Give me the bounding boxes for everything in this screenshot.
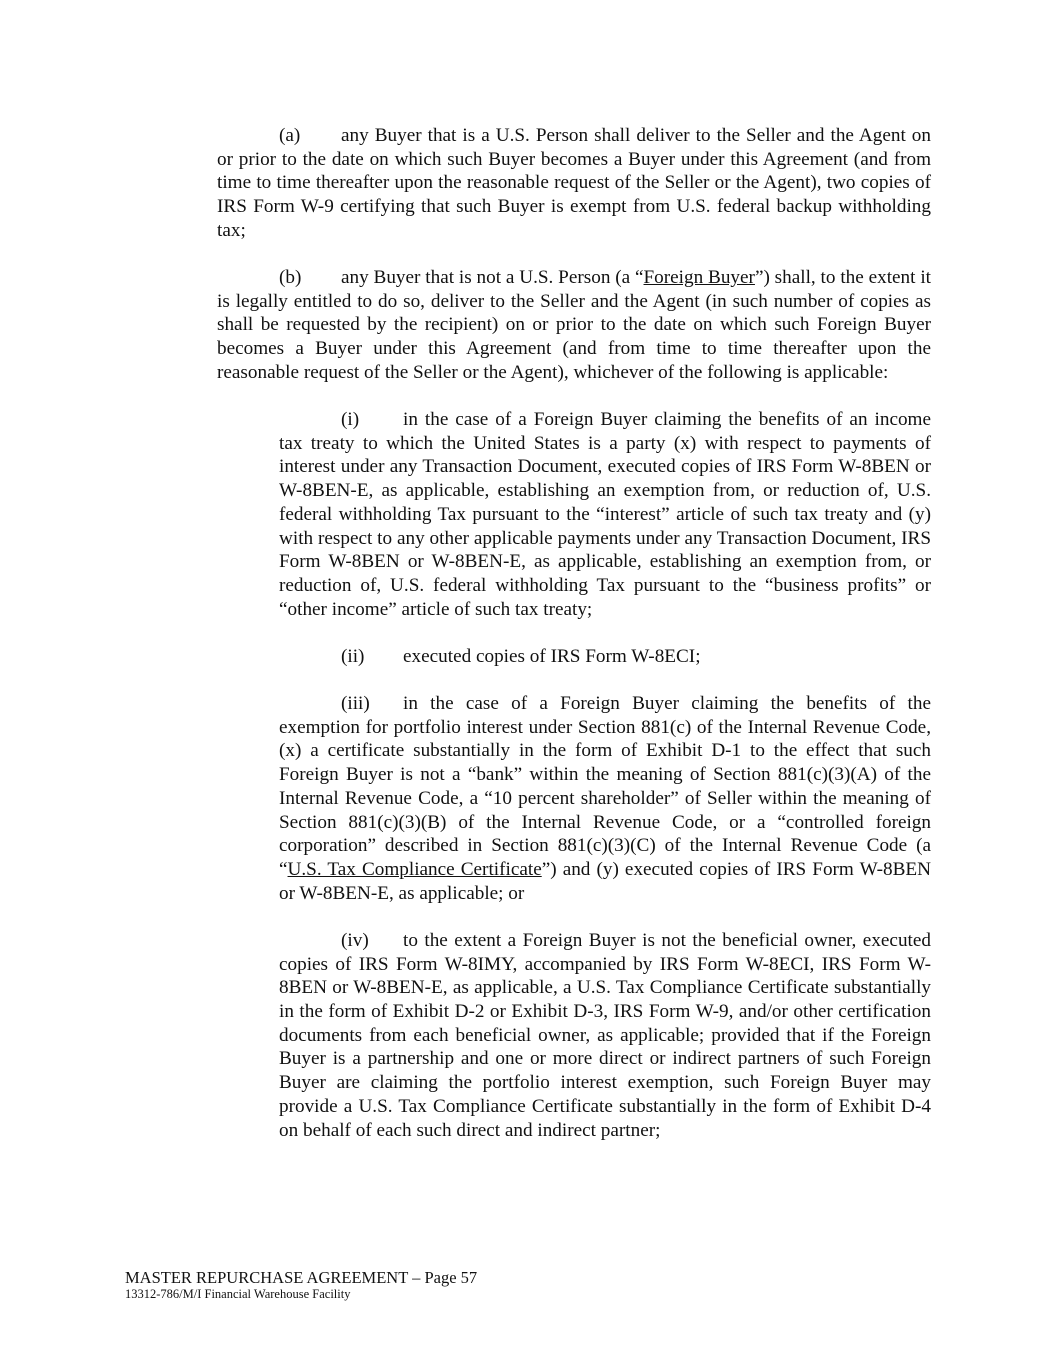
subparagraph-i (279, 408, 931, 621)
paragraph-text: to the extent a Foreign Buyer is not the beneficial owner, executed copies of IRS Form W-8IMY, accompanied by IRS Form W-8ECI, IRS Form W-8BEN or W-8BEN-E, as applicable, a U.S. Tax Compliance Certificate substantially in the form of Exhibit D-2 or Exhibit D-3, IRS Form W-9, and/or other certification documents from each beneficial owner, as applicable; provided that if the Foreign Buyer is a partnership and one or more direct or indirect partners of such Foreign Buyer are claiming the portfolio interest exemption, such Foreign Buyer may provide a U.S. Tax Compliance Certificate substantially in the form of Exhibit D-4 on behalf of each such direct and indirect partner; (279, 929, 931, 1141)
paragraph-text: ”) shall, to the extent it is legally entitled to do so, deliver to the Seller and the Agent (in such number of copies as shall be requested by the recipient) on or prior to the date on which such Foreign Buyer becomes a Buyer under this Agreement (and from time to time thereafter upon the reasonable request of the Seller or the Agent), whichever of the following is applicable: (217, 267, 931, 383)
defined-term-tax-certificate: U.S. Tax Compliance Certificate (287, 858, 542, 880)
page-body (217, 124, 931, 1166)
paragraph-b (217, 266, 931, 385)
defined-term-foreign-buyer: Foreign Buyer (643, 267, 755, 289)
subparagraph-iv (279, 929, 931, 1142)
paragraph-number: (iii) (341, 693, 370, 715)
subparagraph-ii (279, 645, 931, 669)
paragraph-number: (a) (279, 125, 301, 146)
paragraph-number: (b) (279, 267, 302, 289)
paragraph-text: any Buyer that is a U.S. Person shall deliver to the Seller and the Agent on or prior to the date on which such Buyer becomes a Buyer under this Agreement (and from time to time thereafter upon the reasonable request of the Seller or the Agent), two copies of IRS Form W-9 certifying that such Buyer is exempt from U.S. federal backup withholding tax; (217, 125, 931, 241)
paragraph-number: (iv) (341, 929, 369, 951)
page-footer (125, 1268, 477, 1301)
paragraph-number: (i) (341, 409, 360, 431)
paragraph-a (217, 124, 931, 243)
paragraph-number: (ii) (341, 645, 365, 667)
footer-title: MASTER REPURCHASE AGREEMENT – Page 57 (125, 1268, 478, 1287)
footer-document-id: 13312-786/M/I Financial Warehouse Facility (125, 1287, 351, 1301)
paragraph-text: in the case of a Foreign Buyer claiming the benefits of the exemption for portfolio interest under Section 881(c) of the Internal Revenue Code, (x) a certificate substantially in the form of Exhibit D-1 to the effect that such Foreign Buyer is not a “bank” within the meaning of Section 881(c)(3)(A) of the Internal Revenue Code, a “10 percent shareholder” of Seller within the meaning of Section 881(c)(3)(B) of the Internal Revenue Code, or a “controlled foreign corporation” described in Section 881(c)(3)(C) of the Internal Revenue Code (a “ (279, 693, 931, 880)
paragraph-text: any Buyer that is not a U.S. Person (a “ (341, 267, 644, 289)
paragraph-text: ”) and (y) executed copies of IRS Form W-8BEN or W-8BEN-E, as applicable; or (279, 858, 931, 904)
subparagraph-iii (279, 692, 931, 905)
paragraph-text: executed copies of IRS Form W-8ECI; (403, 645, 701, 667)
paragraph-text: in the case of a Foreign Buyer claiming the benefits of an income tax treaty to which the United States is a party (x) with respect to payments of interest under any Transaction Document, executed copies of IRS Form W-8BEN or W-8BEN-E, as applicable, establishing an exemption from, or reduction of, U.S. federal withholding Tax pursuant to the “interest” article of such tax treaty and (y) with respect to any other applicable payments under any Transaction Document, IRS Form W-8BEN or W-8BEN-E, as applicable, establishing an exemption from, or reduction of, U.S. federal withholding Tax pursuant to the “business profits” or “other income” article of such tax treaty; (279, 409, 931, 620)
